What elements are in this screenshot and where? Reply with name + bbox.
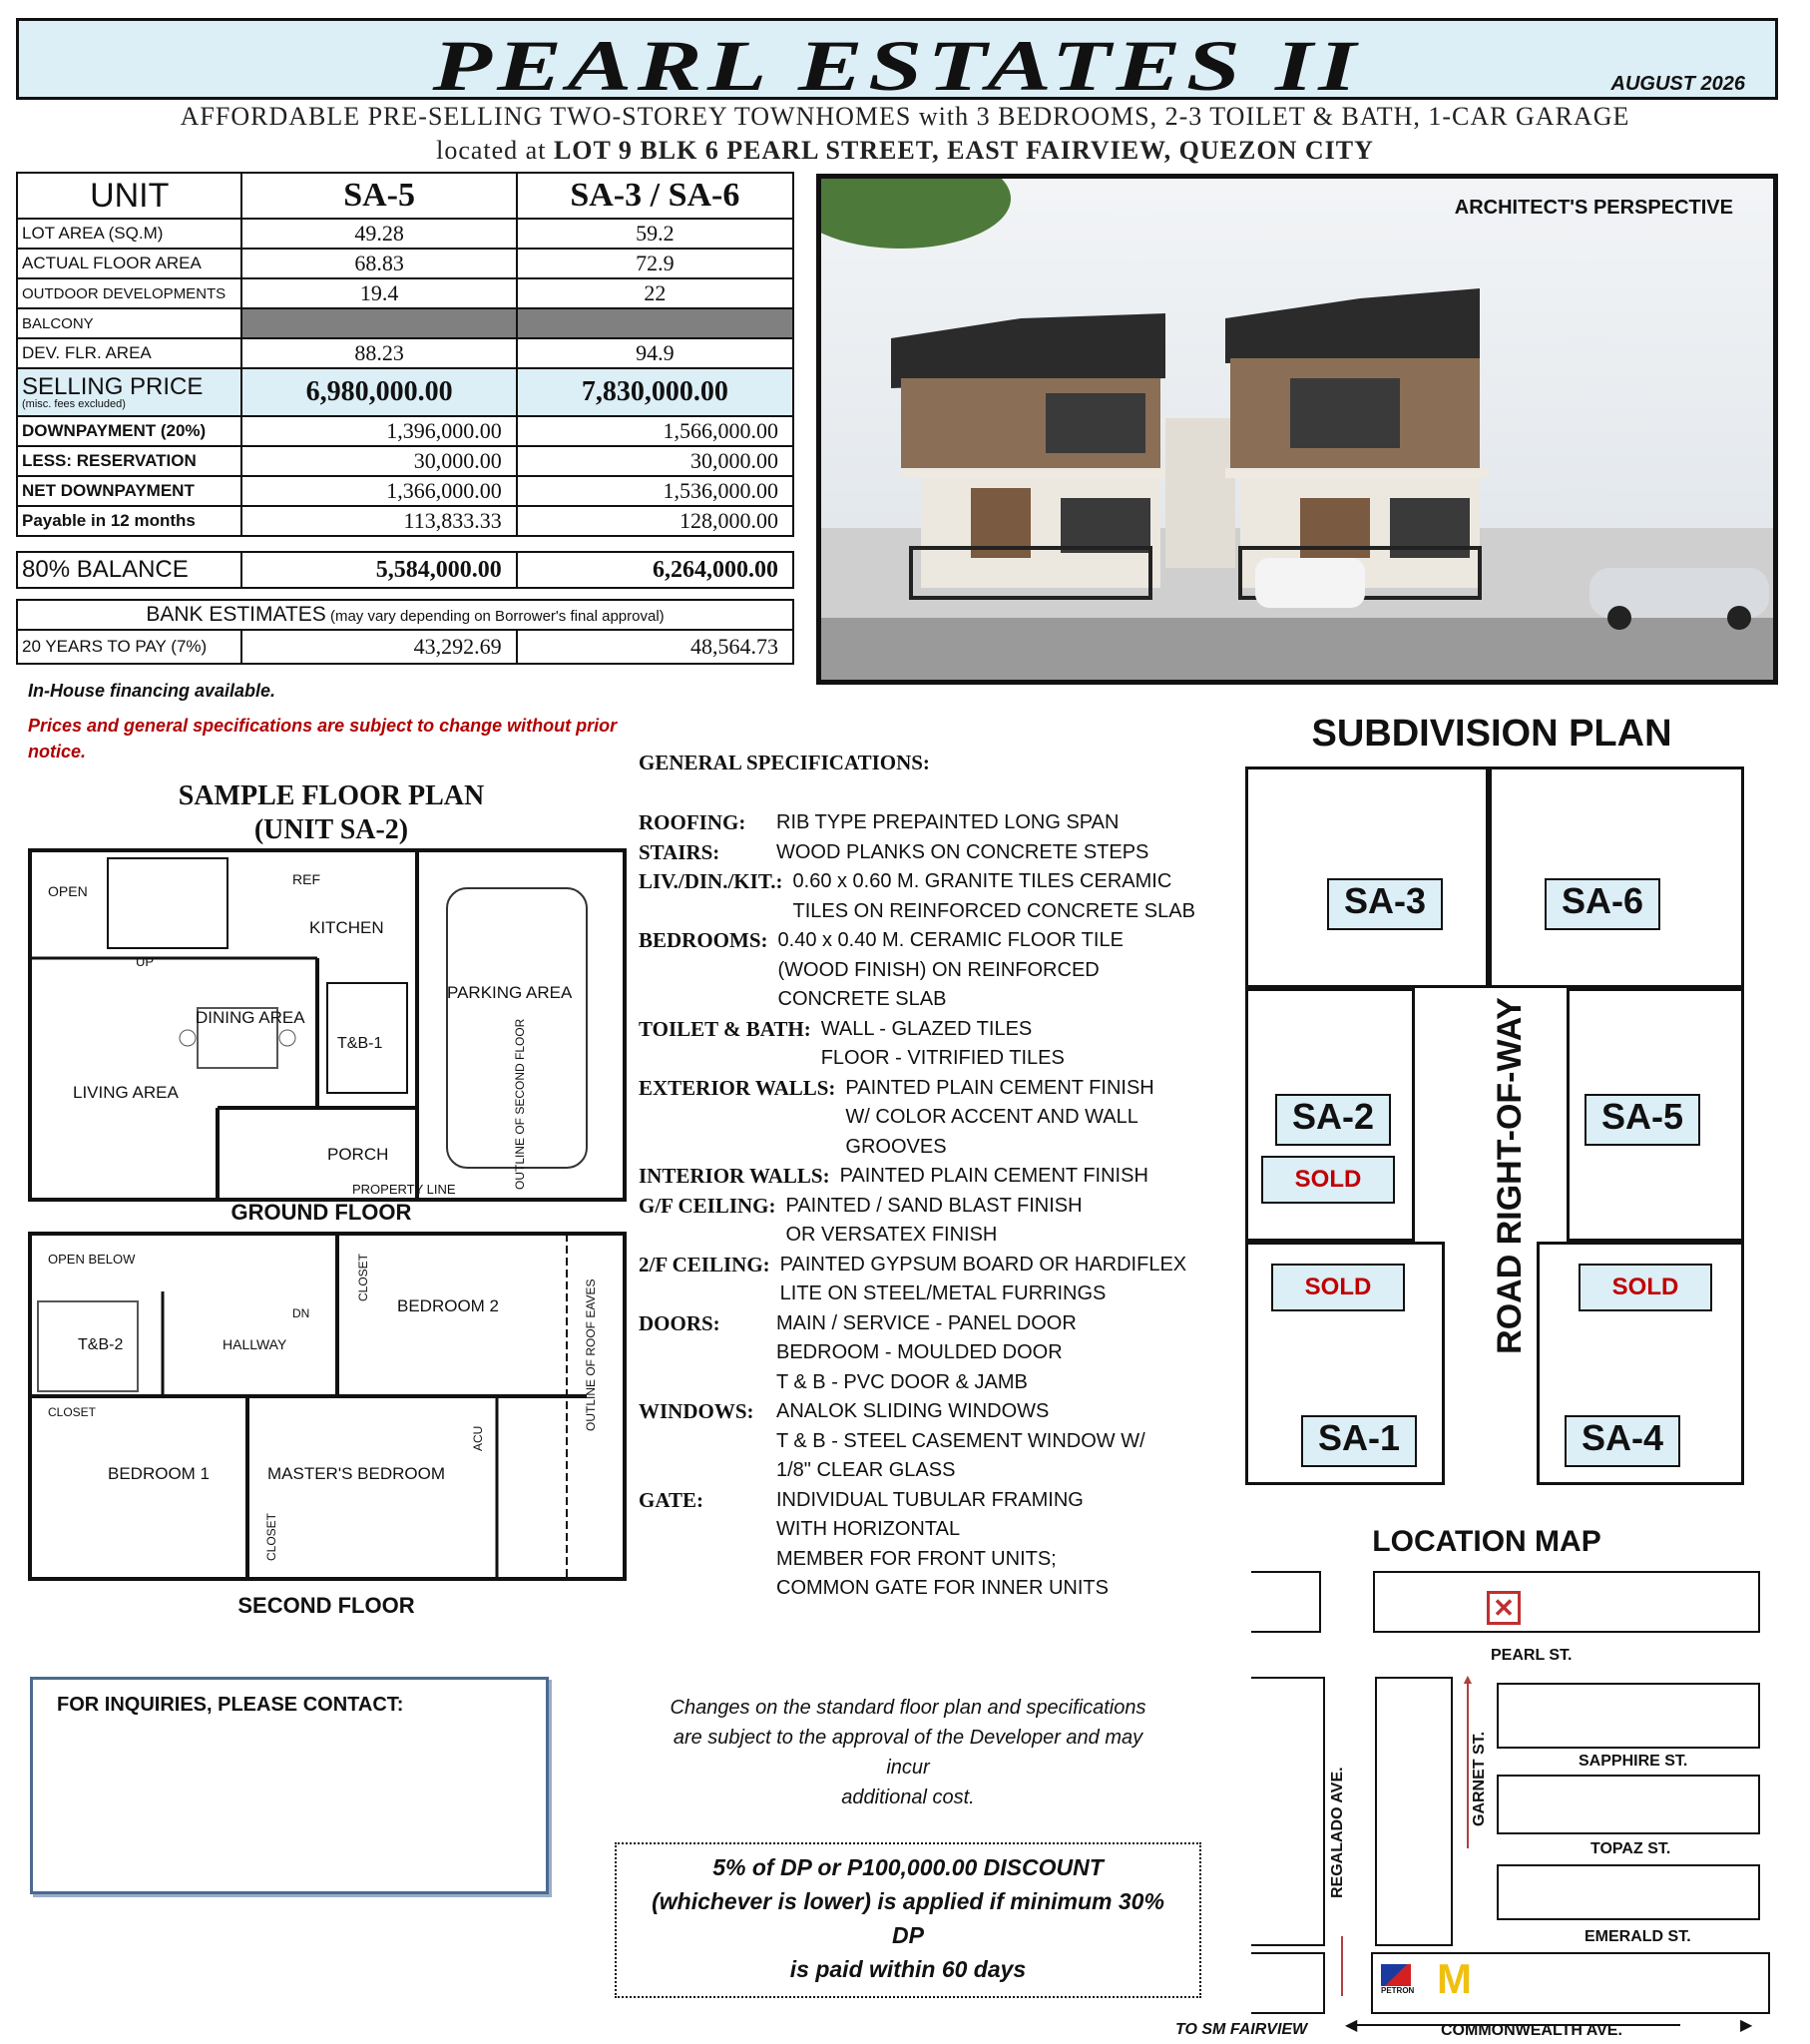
room-label: CLOSET bbox=[264, 1512, 278, 1561]
unit-label-sa4: SA-4 bbox=[1565, 1415, 1680, 1467]
location-map bbox=[1175, 1567, 1774, 2040]
spec-text: 0.40 x 0.40 M. CERAMIC FLOOR TILE bbox=[777, 929, 1124, 951]
spec-item bbox=[639, 1162, 1237, 1192]
unit-label-sa2: SA-2 bbox=[1275, 1094, 1391, 1146]
mcdonalds-logo-icon: M bbox=[1437, 1955, 1472, 2002]
room-label: LIVING AREA bbox=[73, 1083, 179, 1102]
row-value: 1,396,000.00 bbox=[241, 416, 516, 446]
spec-item bbox=[639, 1486, 1237, 1604]
row-value: 59.2 bbox=[517, 219, 793, 249]
row-label: BALCONY bbox=[17, 308, 241, 338]
site-marker-icon: ✕ bbox=[1487, 1591, 1521, 1625]
row-value: 19.4 bbox=[241, 278, 516, 308]
room-label: KITCHEN bbox=[309, 918, 384, 937]
room-label: OUTLINE OF SECOND FLOOR bbox=[513, 1018, 527, 1190]
spec-label: DOORS: bbox=[639, 1310, 720, 1335]
row-value: 1,536,000.00 bbox=[517, 476, 793, 506]
spec-label: TOILET & BATH: bbox=[639, 1016, 811, 1041]
street-label: PEARL ST. bbox=[1491, 1647, 1573, 1664]
inquiries-label: FOR INQUIRIES, PLEASE CONTACT: bbox=[57, 1694, 404, 1716]
spec-text: WITH HORIZONTAL bbox=[776, 1518, 961, 1540]
lot-sa6 bbox=[1489, 766, 1744, 988]
room-label: OUTLINE OF ROOF EAVES bbox=[584, 1278, 598, 1431]
ground-floor-label: GROUND FLOOR bbox=[230, 1200, 412, 1225]
bank-title: BANK ESTIMATES (may vary depending on Borrower's final approval) bbox=[17, 600, 793, 630]
sold-badge: SOLD bbox=[1261, 1156, 1395, 1204]
selling-price-value: 7,830,000.00 bbox=[517, 368, 793, 416]
spec-text: WALL - GLAZED TILES bbox=[820, 1017, 1033, 1040]
photo-caption: ARCHITECT'S PERSPECTIVE bbox=[1454, 197, 1733, 219]
spec-text: MEMBER FOR FRONT UNITS; bbox=[776, 1547, 1057, 1570]
spec-item bbox=[639, 1192, 1237, 1251]
ground-floor-plan bbox=[28, 848, 627, 1202]
room-label: ACU bbox=[471, 1425, 485, 1451]
disclaimer-note: Prices and general specifications are subject to change without prior notice. bbox=[28, 716, 618, 762]
spec-label: WINDOWS: bbox=[639, 1399, 754, 1423]
spec-text: CONCRETE SLAB bbox=[777, 988, 947, 1010]
spec-label: ROOFING: bbox=[639, 810, 746, 834]
street-label: SAPPHIRE ST. bbox=[1579, 1753, 1688, 1770]
row-value: 49.28 bbox=[241, 219, 516, 249]
row-label: LESS: RESERVATION bbox=[17, 446, 241, 476]
room-label: CLOSET bbox=[48, 1405, 97, 1419]
garnet-label: GARNET ST. bbox=[1471, 1731, 1488, 1826]
spec-text: PAINTED PLAIN CEMENT FINISH bbox=[845, 1076, 1154, 1099]
room-label: OPEN BELOW bbox=[48, 1252, 136, 1267]
spec-text: BEDROOM - MOULDED DOOR bbox=[776, 1341, 1063, 1363]
col2-header: SA-3 / SA-6 bbox=[517, 173, 793, 219]
spec-label: 2/F CEILING: bbox=[639, 1252, 770, 1277]
room-label: PORCH bbox=[327, 1145, 389, 1164]
row-label: ACTUAL FLOOR AREA bbox=[17, 249, 241, 278]
bank-label: 20 YEARS TO PAY (7%) bbox=[17, 630, 241, 664]
second-floor-label: SECOND FLOOR bbox=[237, 1593, 415, 1618]
regalado-label: REGALADO AVE. bbox=[1329, 1767, 1346, 1898]
spec-text: 1/8" CLEAR GLASS bbox=[776, 1459, 956, 1481]
spec-item bbox=[639, 926, 1237, 1015]
spec-item bbox=[639, 1251, 1237, 1309]
location-line: located at LOT 9 BLK 6 PEARL STREET, EAST FAIRVIEW, QUEZON CITY bbox=[436, 136, 1374, 165]
architect-perspective-image bbox=[816, 174, 1778, 685]
spec-text: W/ COLOR ACCENT AND WALL GROOVES bbox=[845, 1106, 1138, 1158]
balance-table bbox=[16, 551, 794, 589]
spec-label: G/F CEILING: bbox=[639, 1193, 776, 1218]
pricing-table bbox=[16, 172, 794, 537]
col1-header: SA-5 bbox=[241, 173, 516, 219]
spec-text: (WOOD FINISH) ON REINFORCED bbox=[777, 958, 1100, 981]
room-label: DINING AREA bbox=[196, 1008, 305, 1027]
row-label: LOT AREA (SQ.M) bbox=[17, 219, 241, 249]
spec-text: ANALOK SLIDING WINDOWS bbox=[776, 1400, 1050, 1422]
inquiries-box bbox=[30, 1677, 549, 1894]
selling-price-label: SELLING PRICE (misc. fees excluded) bbox=[17, 368, 241, 416]
spec-label: LIV./DIN./KIT.: bbox=[639, 869, 783, 893]
garnet-arrow-icon bbox=[1467, 1679, 1469, 1848]
lot-sa3 bbox=[1245, 766, 1489, 988]
row-value: 128,000.00 bbox=[517, 506, 793, 536]
specs-list bbox=[639, 808, 1237, 1604]
sold-badge: SOLD bbox=[1579, 1264, 1712, 1311]
room-label: UP bbox=[136, 954, 155, 969]
arrow-up-icon: ▲ bbox=[1461, 1671, 1475, 1687]
spec-text: FLOOR - VITRIFIED TILES bbox=[820, 1047, 1065, 1069]
location-map-title: LOCATION MAP bbox=[1372, 1525, 1601, 1558]
row-value: 22 bbox=[517, 278, 793, 308]
balcony-cell bbox=[517, 308, 793, 338]
room-label: DN bbox=[292, 1306, 310, 1320]
spec-item bbox=[639, 1309, 1237, 1398]
row-value: 94.9 bbox=[517, 338, 793, 368]
row-label: Payable in 12 months bbox=[17, 506, 241, 536]
sold-badge: SOLD bbox=[1271, 1264, 1405, 1311]
arrow-right-icon: ▶ bbox=[1740, 2017, 1753, 2034]
unit-header: UNIT bbox=[17, 173, 241, 219]
floorplan-subtitle: (UNIT SA-2) bbox=[253, 814, 409, 845]
spec-text: 0.60 x 0.60 M. GRANITE TILES CERAMIC bbox=[792, 870, 1172, 892]
spec-text: PAINTED / SAND BLAST FINISH bbox=[785, 1194, 1083, 1217]
balance-value: 6,264,000.00 bbox=[517, 552, 793, 588]
road-right-of-way-label: ROAD RIGHT-OF-WAY bbox=[1491, 997, 1529, 1354]
spec-item bbox=[639, 867, 1237, 926]
room-label: PROPERTY LINE bbox=[352, 1182, 456, 1197]
row-value: 68.83 bbox=[241, 249, 516, 278]
spec-label: EXTERIOR WALLS: bbox=[639, 1075, 836, 1100]
unit-label-sa1: SA-1 bbox=[1301, 1415, 1417, 1467]
room-label: CLOSET bbox=[356, 1253, 370, 1301]
second-floor-plan bbox=[28, 1232, 627, 1581]
row-value: 113,833.33 bbox=[241, 506, 516, 536]
spec-text: OR VERSATEX FINISH bbox=[785, 1224, 998, 1246]
row-label: DOWNPAYMENT (20%) bbox=[17, 416, 241, 446]
spec-text: PAINTED PLAIN CEMENT FINISH bbox=[839, 1165, 1148, 1187]
spec-item bbox=[639, 838, 1237, 868]
spec-text: PAINTED GYPSUM BOARD OR HARDIFLEX bbox=[779, 1253, 1187, 1276]
balance-label: 80% BALANCE bbox=[17, 552, 241, 588]
subdivision-title: SUBDIVISION PLAN bbox=[1311, 713, 1672, 755]
room-label: PARKING AREA bbox=[447, 983, 573, 1002]
discount-box: 5% of DP or P100,000.00 DISCOUNT (whichever is lower) is applied if minimum 30% DP is paid within 60 days bbox=[615, 1842, 1201, 1998]
street-label: EMERALD ST. bbox=[1584, 1928, 1691, 1945]
petron-logo-icon: PETRON bbox=[1381, 1964, 1421, 2004]
spec-text: WOOD PLANKS ON CONCRETE STEPS bbox=[776, 840, 1149, 863]
spec-label: GATE: bbox=[639, 1487, 703, 1512]
spec-text: MAIN / SERVICE - PANEL DOOR bbox=[776, 1311, 1077, 1334]
spec-text: COMMON GATE FOR INNER UNITS bbox=[776, 1577, 1109, 1599]
street-label: TOPAZ ST. bbox=[1590, 1840, 1671, 1857]
changes-note: Changes on the standard floor plan and specifications are subject to the approval of the Developer and may incur additional cost. bbox=[670, 1697, 1146, 1808]
subtitle: AFFORDABLE PRE-SELLING TWO-STOREY TOWNHOMES with 3 BEDROOMS, 2-3 TOILET & BATH, 1-CAR GARAGE bbox=[180, 102, 1630, 131]
room-label: T&B-1 bbox=[337, 1035, 383, 1052]
room-label: OPEN bbox=[48, 883, 88, 899]
unit-label-sa3: SA-3 bbox=[1327, 878, 1443, 930]
row-value: 88.23 bbox=[241, 338, 516, 368]
spec-label: STAIRS: bbox=[639, 839, 720, 864]
street-label: COMMONWEALTH AVE. bbox=[1441, 2022, 1622, 2039]
row-value: 30,000.00 bbox=[241, 446, 516, 476]
room-label: BEDROOM 2 bbox=[397, 1296, 500, 1315]
row-value: 1,566,000.00 bbox=[517, 416, 793, 446]
spec-text: TILES ON REINFORCED CONCRETE SLAB bbox=[792, 899, 1195, 922]
selling-price-value: 6,980,000.00 bbox=[241, 368, 516, 416]
financing-note: In-House financing available. bbox=[28, 681, 276, 701]
house-rendering bbox=[821, 179, 1773, 680]
row-label: OUTDOOR DEVELOPMENTS bbox=[17, 278, 241, 308]
spec-text: T & B - PVC DOOR & JAMB bbox=[776, 1370, 1028, 1393]
room-label: T&B-2 bbox=[78, 1336, 124, 1353]
room-label: BEDROOM 1 bbox=[108, 1464, 211, 1483]
room-label: MASTER'S BEDROOM bbox=[267, 1464, 445, 1483]
balcony-cell bbox=[241, 308, 516, 338]
spec-text: RIB TYPE PREPAINTED LONG SPAN bbox=[776, 811, 1120, 833]
regalado-arrow-icon bbox=[1341, 1936, 1343, 1996]
arrow-left-icon: ◀ bbox=[1345, 2017, 1358, 2034]
spec-item bbox=[639, 1397, 1237, 1486]
title-banner bbox=[16, 18, 1778, 106]
row-label: DEV. FLR. AREA bbox=[17, 338, 241, 368]
row-value: 1,366,000.00 bbox=[241, 476, 516, 506]
spec-text: LITE ON STEEL/METAL FURRINGS bbox=[779, 1282, 1107, 1304]
row-label: NET DOWNPAYMENT bbox=[17, 476, 241, 506]
spec-label: BEDROOMS: bbox=[639, 928, 768, 952]
subdivision-plan bbox=[1245, 766, 1744, 1485]
street-label: TO SM FAIRVIEW bbox=[1175, 2021, 1308, 2038]
spec-text: T & B - STEEL CASEMENT WINDOW W/ bbox=[776, 1429, 1145, 1452]
bank-value: 48,564.73 bbox=[517, 630, 793, 664]
bank-estimates-table bbox=[16, 599, 794, 665]
floorplan-title: SAMPLE FLOOR PLAN bbox=[178, 780, 485, 811]
room-label: HALLWAY bbox=[223, 1336, 287, 1352]
spec-item bbox=[639, 1015, 1237, 1074]
spec-item bbox=[639, 808, 1237, 838]
date-label: AUGUST 2026 bbox=[1610, 73, 1745, 95]
balance-value: 5,584,000.00 bbox=[241, 552, 516, 588]
spec-item bbox=[639, 1074, 1237, 1163]
page-title: PEARL ESTATES II bbox=[432, 26, 1362, 106]
unit-label-sa6: SA-6 bbox=[1545, 878, 1660, 930]
row-value: 30,000.00 bbox=[517, 446, 793, 476]
unit-label-sa5: SA-5 bbox=[1584, 1094, 1700, 1146]
spec-label: INTERIOR WALLS: bbox=[639, 1164, 830, 1188]
bank-value: 43,292.69 bbox=[241, 630, 516, 664]
specs-title: GENERAL SPECIFICATIONS: bbox=[639, 751, 930, 774]
spec-text: INDIVIDUAL TUBULAR FRAMING bbox=[776, 1488, 1084, 1511]
row-value: 72.9 bbox=[517, 249, 793, 278]
room-label: REF bbox=[292, 871, 320, 887]
